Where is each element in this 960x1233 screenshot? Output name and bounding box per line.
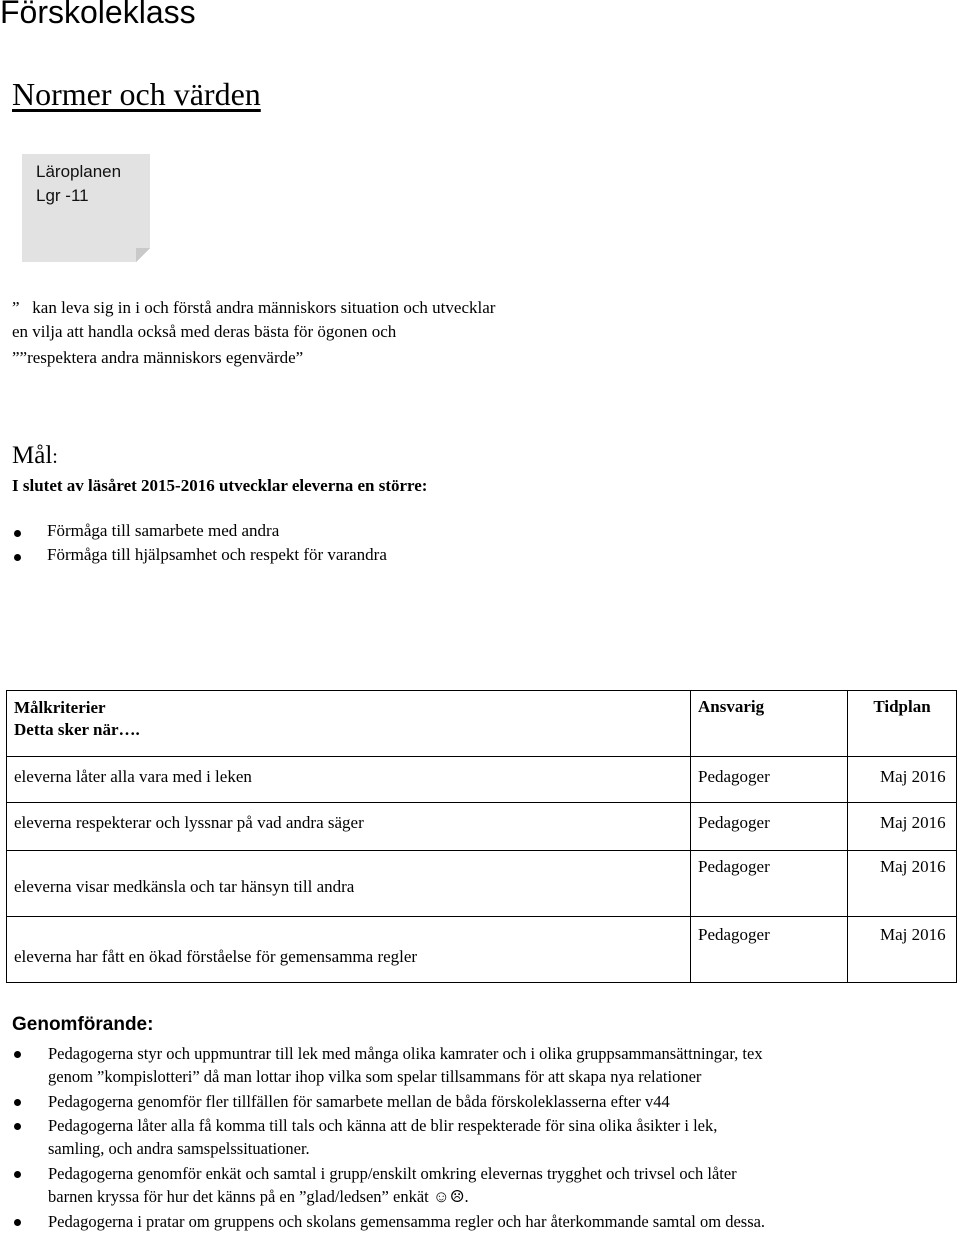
- schedule-cell: Maj 2016: [848, 851, 957, 917]
- table-header-row: [7, 691, 957, 757]
- responsible-cell: Pedagoger: [691, 803, 848, 851]
- bullet-icon: [14, 1171, 21, 1178]
- quote-line-1: [12, 298, 495, 318]
- criterion-cell: eleverna låter alla vara med i leken: [7, 757, 691, 803]
- schedule-cell: Maj 2016: [848, 757, 957, 803]
- note-line-1: Läroplanen: [36, 162, 122, 181]
- goals-intro: I slutet av läsåret 2015-2016 utvecklar eleverna en större:: [12, 476, 428, 495]
- implementation-item-line: Pedagogerna låter alla få komma till tals och känna att de blir respekterade för sina olika åsikter i lek,: [48, 1116, 718, 1135]
- table-row: [7, 851, 957, 917]
- bullet-icon: [14, 1123, 21, 1130]
- table-row: [7, 803, 957, 851]
- curriculum-note: [22, 154, 150, 262]
- goals-heading: Mål:: [12, 442, 58, 469]
- implementation-heading: Genomförande:: [12, 1014, 154, 1035]
- implementation-item-line: genom ”kompislotteri” då man lottar ihop vilka som spelar tillsammans för att skapa nya relationer: [48, 1067, 702, 1086]
- bullet-icon: [14, 1099, 21, 1106]
- bullet-icon: [14, 554, 21, 561]
- responsible-cell: Pedagoger: [691, 917, 848, 983]
- implementation-item-line: Pedagogerna styr och uppmuntrar till lek med många olika kamrater och i olika gruppsammansättningar, tex: [48, 1044, 763, 1063]
- page-title: Förskoleklass: [0, 0, 196, 30]
- schedule-header: Tidplan: [848, 691, 957, 757]
- quote-line-3: ””respektera andra människors egenvärde”: [12, 348, 304, 367]
- bullet-icon: [14, 530, 21, 537]
- note-line-2: Lgr -11: [36, 186, 89, 205]
- implementation-item: [48, 1162, 928, 1208]
- goal-item: Förmåga till samarbete med andra: [47, 521, 280, 540]
- quote-line-2: en vilja att handla också med deras bästa för ögonen och: [12, 322, 397, 341]
- goal-criteria-table: [6, 690, 957, 983]
- table-row: [7, 757, 957, 803]
- page-curl-shadow: [136, 248, 150, 262]
- criterion-cell: eleverna respekterar och lyssnar på vad andra säger: [7, 803, 691, 851]
- responsible-cell: Pedagoger: [691, 757, 848, 803]
- implementation-item-line: Pedagogerna i pratar om gruppens och skolans gemensamma regler och har återkommande samtal om dessa.: [48, 1212, 766, 1231]
- implementation-item: [48, 1210, 928, 1233]
- table-row: [7, 917, 957, 983]
- bullet-icon: [14, 1219, 21, 1226]
- page-subtitle: Normer och värden: [12, 76, 261, 112]
- criteria-header-line-1: Målkriterier: [14, 698, 106, 717]
- implementation-item-line: Pedagogerna genomför enkät och samtal i grupp/enskilt omkring elevernas trygghet och trivsel och låter: [48, 1164, 737, 1183]
- schedule-cell: Maj 2016: [848, 917, 957, 983]
- implementation-item: [48, 1042, 928, 1088]
- implementation-item: [48, 1090, 928, 1113]
- criterion-cell: eleverna visar medkänsla och tar hänsyn till andra: [7, 851, 691, 917]
- criterion-cell: eleverna har fått en ökad förståelse för gemensamma regler: [7, 917, 691, 983]
- quote-mark-icon: ””: [12, 348, 28, 367]
- implementation-item-line: barnen kryssa för hur det känns på en ”glad/ledsen” enkät ☺☹.: [48, 1187, 469, 1206]
- implementation-item-line: Pedagogerna genomför fler tillfällen för samarbete mellan de båda förskoleklasserna efter v44: [48, 1092, 670, 1111]
- criteria-header-line-2: Detta sker när….: [14, 720, 140, 739]
- implementation-item: [48, 1114, 928, 1160]
- responsible-cell: Pedagoger: [691, 851, 848, 917]
- bullet-icon: [14, 1051, 21, 1058]
- responsible-header: Ansvarig: [691, 691, 848, 757]
- goal-item: Förmåga till hjälpsamhet och respekt för varandra: [47, 545, 387, 564]
- schedule-cell: Maj 2016: [848, 803, 957, 851]
- quote-text-1: kan leva sig in i och förstå andra människors situation och utvecklar: [32, 298, 496, 317]
- quote-mark-icon: ”: [12, 298, 20, 317]
- criteria-header: [7, 691, 691, 757]
- implementation-item-line: samling, och andra samspelssituationer.: [48, 1139, 310, 1158]
